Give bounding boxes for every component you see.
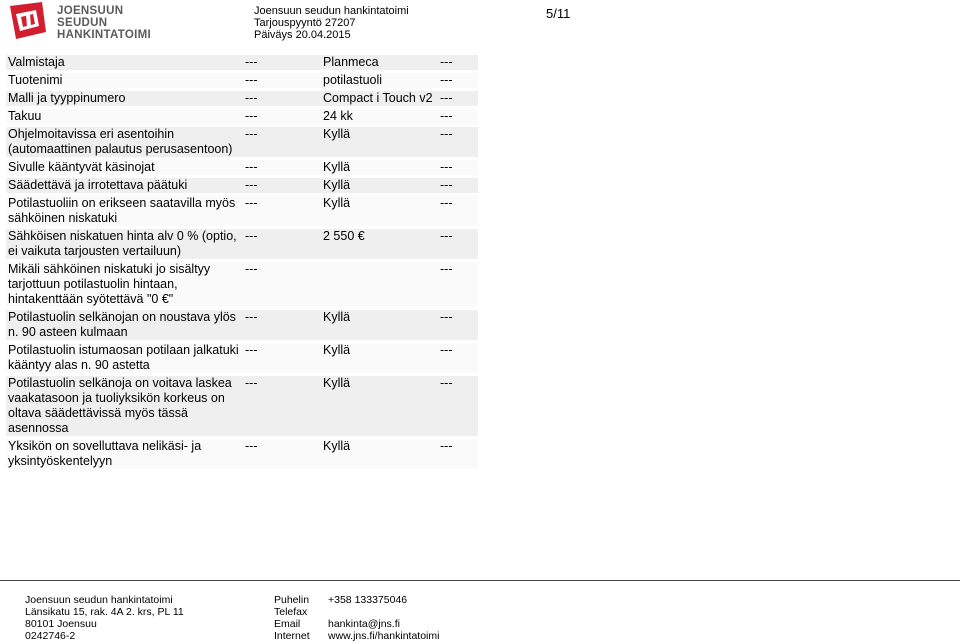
- table-row: [6, 124, 478, 157]
- row-value: Kyllä: [323, 436, 440, 469]
- row-dash: ---: [440, 88, 478, 106]
- row-value: potilastuoli: [323, 70, 440, 88]
- row-dash: ---: [440, 373, 478, 436]
- row-value: Kyllä: [323, 307, 440, 340]
- row-dash: ---: [245, 106, 323, 124]
- row-dash: ---: [245, 307, 323, 340]
- row-value: [323, 259, 440, 307]
- logo: [8, 2, 151, 41]
- table-row: [6, 70, 478, 88]
- row-dash: ---: [440, 436, 478, 469]
- row-label: Valmistaja: [6, 52, 245, 70]
- footer-value: hankinta@jns.fi: [328, 618, 400, 630]
- row-value: Kyllä: [323, 340, 440, 373]
- header-org: Joensuun seudun hankintatoimi: [254, 5, 409, 17]
- footer-label: Internet: [274, 630, 310, 642]
- row-value: Compact i Touch v2: [323, 88, 440, 106]
- spec-table: [6, 52, 478, 469]
- row-value: Kyllä: [323, 193, 440, 226]
- row-label: Potilastuolin selkänoja on voitava laskea vaakatasoon ja tuoliyksikön korkeus on oltava säädettävissä myös tässä asennossa: [6, 373, 245, 436]
- table-row: [6, 175, 478, 193]
- row-dash: ---: [245, 52, 323, 70]
- row-label: Yksikön on sovelluttava nelikäsi- ja yksintyöskentelyyn: [6, 436, 245, 469]
- footer-value: www.jns.fi/hankintatoimi: [328, 630, 440, 642]
- logo-line-3: HANKINTATOIMI: [57, 29, 151, 41]
- table-row: [6, 436, 478, 469]
- row-label: Mikäli sähköinen niskatuki jo sisältyy tarjottuun potilastuolin hintaan, hintakenttään syötettävä "0 €": [6, 259, 245, 307]
- table-row: [6, 259, 478, 307]
- row-value: 2 550 €: [323, 226, 440, 259]
- footer-label: Puhelin: [274, 594, 310, 606]
- row-value: Kyllä: [323, 124, 440, 157]
- row-value: Kyllä: [323, 373, 440, 436]
- page-number: 5/11: [546, 6, 571, 21]
- table-row: [6, 226, 478, 259]
- footer-address: [25, 594, 184, 642]
- row-dash: ---: [245, 259, 323, 307]
- row-dash: ---: [245, 373, 323, 436]
- row-dash: ---: [440, 226, 478, 259]
- row-dash: ---: [440, 193, 478, 226]
- row-dash: ---: [440, 70, 478, 88]
- footer-divider: [0, 580, 960, 581]
- row-label: Potilastuoliin on erikseen saatavilla myös sähköinen niskatuki: [6, 193, 245, 226]
- footer-line: Länsikatu 15, rak. 4A 2. krs, PL 11: [25, 606, 184, 618]
- row-dash: ---: [440, 124, 478, 157]
- row-label: Sähköisen niskatuen hinta alv 0 % (optio, ei vaikuta tarjousten vertailuun): [6, 226, 245, 259]
- footer-value: +358 133375046: [328, 594, 408, 606]
- row-dash: ---: [245, 157, 323, 175]
- row-label: Potilastuolin istumaosan potilaan jalkatuki kääntyy alas n. 90 astetta: [6, 340, 245, 373]
- row-dash: ---: [440, 106, 478, 124]
- row-dash: ---: [440, 52, 478, 70]
- footer-label: Telefax: [274, 606, 308, 618]
- row-dash: ---: [245, 193, 323, 226]
- row-dash: ---: [245, 226, 323, 259]
- row-dash: ---: [440, 259, 478, 307]
- logo-line-2: SEUDUN: [57, 17, 108, 29]
- table-row: [6, 88, 478, 106]
- row-label: Tuotenimi: [6, 70, 245, 88]
- row-dash: ---: [245, 340, 323, 373]
- table-row: [6, 340, 478, 373]
- footer-label: Email: [274, 618, 301, 630]
- row-dash: ---: [440, 307, 478, 340]
- footer-line: 0242746-2: [25, 630, 76, 642]
- row-dash: ---: [245, 175, 323, 193]
- row-label: Malli ja tyyppinumero: [6, 88, 245, 106]
- logo-line-1: JOENSUUN: [57, 5, 124, 17]
- row-label: Potilastuolin selkänojan on noustava ylös n. 90 asteen kulmaan: [6, 307, 245, 340]
- row-dash: ---: [245, 124, 323, 157]
- table-row: [6, 52, 478, 70]
- row-value: Kyllä: [323, 157, 440, 175]
- row-value: Kyllä: [323, 175, 440, 193]
- row-label: Säädettävä ja irrotettava päätuki: [6, 175, 245, 193]
- header-ref: Tarjouspyyntö 27207: [254, 17, 356, 29]
- row-dash: ---: [245, 436, 323, 469]
- footer-value: [328, 606, 439, 618]
- row-dash: ---: [440, 175, 478, 193]
- row-label: Ohjelmoitavissa eri asentoihin (automaattinen palautus perusasentoon): [6, 124, 245, 157]
- table-row: [6, 373, 478, 436]
- document-header: [254, 5, 409, 41]
- footer-labels: [274, 594, 310, 642]
- footer-values: [328, 594, 439, 642]
- table-row: [6, 307, 478, 340]
- footer-line: 80101 Joensuu: [25, 618, 97, 630]
- coat-of-arms-icon: [8, 2, 48, 40]
- row-value: 24 kk: [323, 106, 440, 124]
- row-dash: ---: [245, 88, 323, 106]
- table-row: [6, 157, 478, 175]
- row-dash: ---: [440, 157, 478, 175]
- row-label: Takuu: [6, 106, 245, 124]
- row-label: Sivulle kääntyvät käsinojat: [6, 157, 245, 175]
- row-dash: ---: [245, 70, 323, 88]
- header-date: Päiväys 20.04.2015: [254, 29, 351, 41]
- footer-line: Joensuun seudun hankintatoimi: [25, 594, 173, 606]
- row-dash: ---: [440, 340, 478, 373]
- row-value: Planmeca: [323, 52, 440, 70]
- table-row: [6, 106, 478, 124]
- table-row: [6, 193, 478, 226]
